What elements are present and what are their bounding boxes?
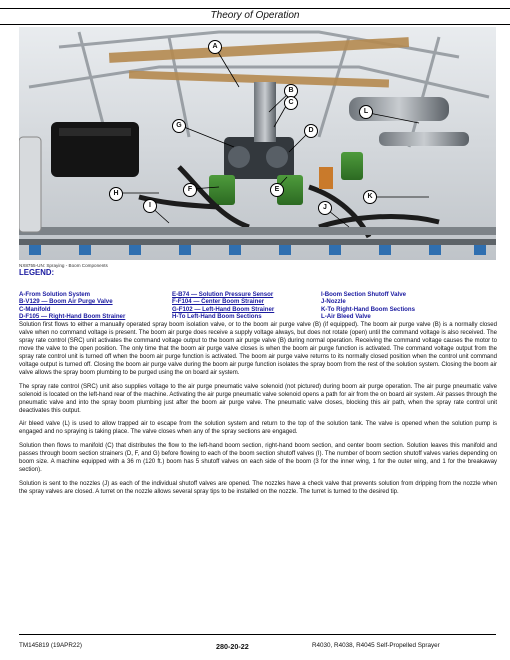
body-paragraph-4: Solution then flows to manifold (C) that distributes the flow to the left-hand boom section, right-hand boom section, and center boom section. Solution leaves this manifold and passes through boom section strainers (D, F, and G) before flowing to each of the boom section shutoff valves (I). The number of boom section shutoff valves varies depending on boom size. A machine equipped with a 36 m (120 ft.) boom has 5 shutoff valves on each side of the boom (3 for the inner wing, 1 for the outer wing, and 1 for the breakaway section). (19, 443, 497, 474)
legend-item-i: I-Boom Section Shutoff Valve (321, 291, 406, 298)
body-text (19, 322, 497, 503)
figure-caption: NX8755-UN: Spraying - Boom Components (19, 263, 108, 268)
legend-item-b[interactable]: B-V129 — Boom Air Purge Valve (19, 298, 113, 306)
legend-item-f[interactable]: F-F104 — Center Boom Strainer (172, 298, 265, 306)
legend-item-j: J-Nozzle (321, 298, 346, 306)
legend-title: LEGEND: (19, 268, 55, 277)
boom-components-illustration (19, 27, 496, 260)
header-rule-bottom (0, 24, 510, 25)
callout-g: G (172, 119, 186, 133)
footer-doc-id: TM145819 (19APR22) (19, 642, 83, 649)
legend-column-1 (19, 291, 125, 321)
body-paragraph-5: Solution is sent to the nozzles (J) as each of the individual shutoff valves are opened. The nozzles have a check valve that prevents solution from dripping from the nozzle when the spray valves are closed. A turret on the nozzle allows several spray tips to be installed on the nozzle. The turret is turned to the desired tip. (19, 481, 497, 496)
legend-item-a: A-From Solution System (19, 291, 91, 298)
callout-f: F (183, 183, 197, 197)
legend-column-3 (321, 291, 415, 321)
legend-item-h: H-To Left-Hand Boom Sections (172, 313, 262, 321)
callout-b: B (284, 84, 298, 98)
callout-e: E (270, 183, 284, 197)
callout-h: H (109, 187, 123, 201)
footer-rule (19, 634, 496, 635)
body-paragraph-1: Solution first flows to either a manually operated spray boom isolation valve, or to the boom air purge valve (B) (if equipped). The boom air purge valve (B) is a normally closed valve when no command voltage is present. The boom air purge does receive a supply voltage always, but does not rotate (open) until the command voltage is also received. The spray rate control (SRC) unit activates the command voltage output to the boom air purge valve (B) during normal operation. Receiving the command voltage causes the motor to move the valve to the open position. The only time that the boom air purge valve closes is when the boom air purge function is activated. The command voltage output from the spray rate control unit is turned off when the boom air purge function is activated. The boom air purge valve returns to its normally closed position when the control unit command voltage output is turned off. Closing the boom air purge valve during the boom air purge function isolates the spray boom from the rest of the solution system. Closing the boom air valve allows the spray boom plumbing to be purged using the on board air system. (19, 322, 497, 376)
callout-j: J (318, 201, 332, 215)
legend-column-2 (172, 291, 274, 321)
body-paragraph-3: Air bleed valve (L) is used to allow trapped air to escape from the solution system and return to the top of the solution tank. The valve is opened when the solution pump is engaged and no spraying is taking place. The valve closes when any of the spray sections are engaged. (19, 421, 497, 436)
callout-c: C (284, 96, 298, 110)
callout-i: I (143, 199, 157, 213)
legend-item-e[interactable]: E-B74 — Solution Pressure Sensor (172, 291, 274, 298)
boom-components-figure (19, 27, 496, 260)
legend-item-c: C-Manifold (19, 305, 51, 313)
callout-k: K (363, 190, 377, 204)
legend-item-d[interactable]: D-F105 — Right-Hand Boom Strainer (19, 313, 126, 321)
legend-item-g[interactable]: G-F102 — Left-Hand Boom Strainer (172, 305, 275, 313)
callout-d: D (304, 124, 318, 138)
header-rule-top (0, 8, 510, 9)
page-title: Theory of Operation (210, 10, 300, 21)
footer-page-number: 280-20-22 (216, 642, 249, 651)
callout-l: L (359, 105, 373, 119)
callout-a: A (208, 40, 222, 54)
footer-model: R4030, R4038, R4045 Self-Propelled Sprayer (312, 642, 440, 649)
legend-item-k: K-To Right-Hand Boom Sections (321, 305, 415, 313)
legend-item-l: L-Air Bleed Valve (321, 313, 371, 321)
body-paragraph-2: The spray rate control (SRC) unit also supplies voltage to the air purge pneumatic valve solenoid (not pictured) during boom air purge operation. The air purge pneumatic valve solenoid is located on the left-hand rear of the machine. Activating the air purge pneumatic valve solenoid opens a path for air from the on board air system. Air passes through the pneumatic valve and into the spray boom plumbing just after the boom air purge valve. The pneumatic valve closes, blocking this air path, when the spray rate control unit deactivates this output. (19, 383, 497, 414)
